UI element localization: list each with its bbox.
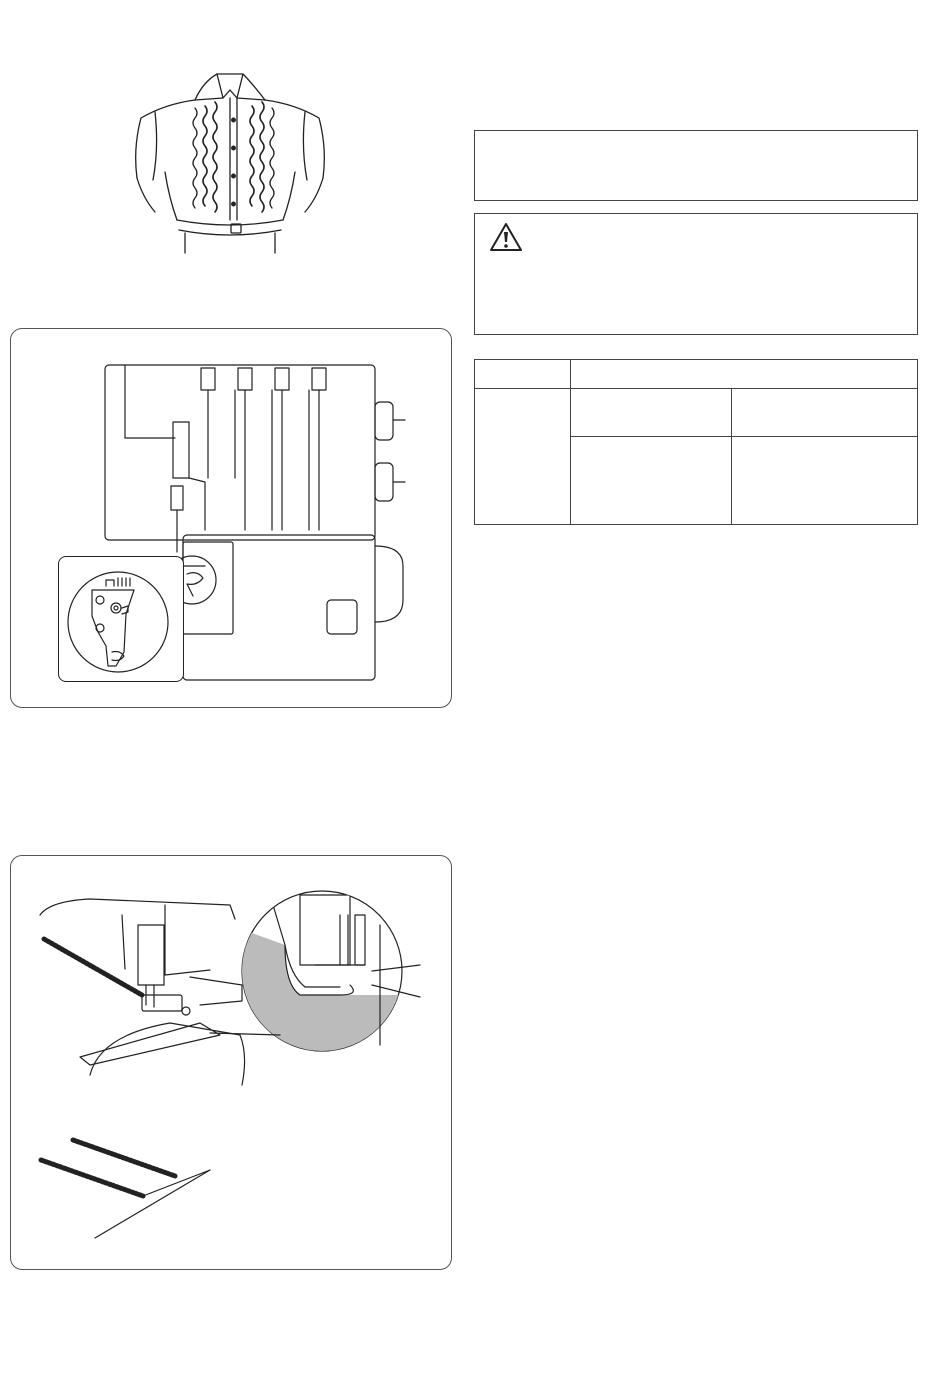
warning-triangle-icon bbox=[489, 222, 523, 252]
fabric-fold-closeup-illustration bbox=[190, 885, 440, 1065]
settings-table bbox=[474, 359, 918, 525]
blouse-with-pintucks-illustration bbox=[125, 68, 335, 258]
caution-box bbox=[474, 213, 918, 335]
note-box bbox=[474, 130, 918, 201]
finished-pintucks-illustration bbox=[35, 1130, 225, 1240]
presser-foot-closeup-illustration bbox=[58, 556, 182, 680]
